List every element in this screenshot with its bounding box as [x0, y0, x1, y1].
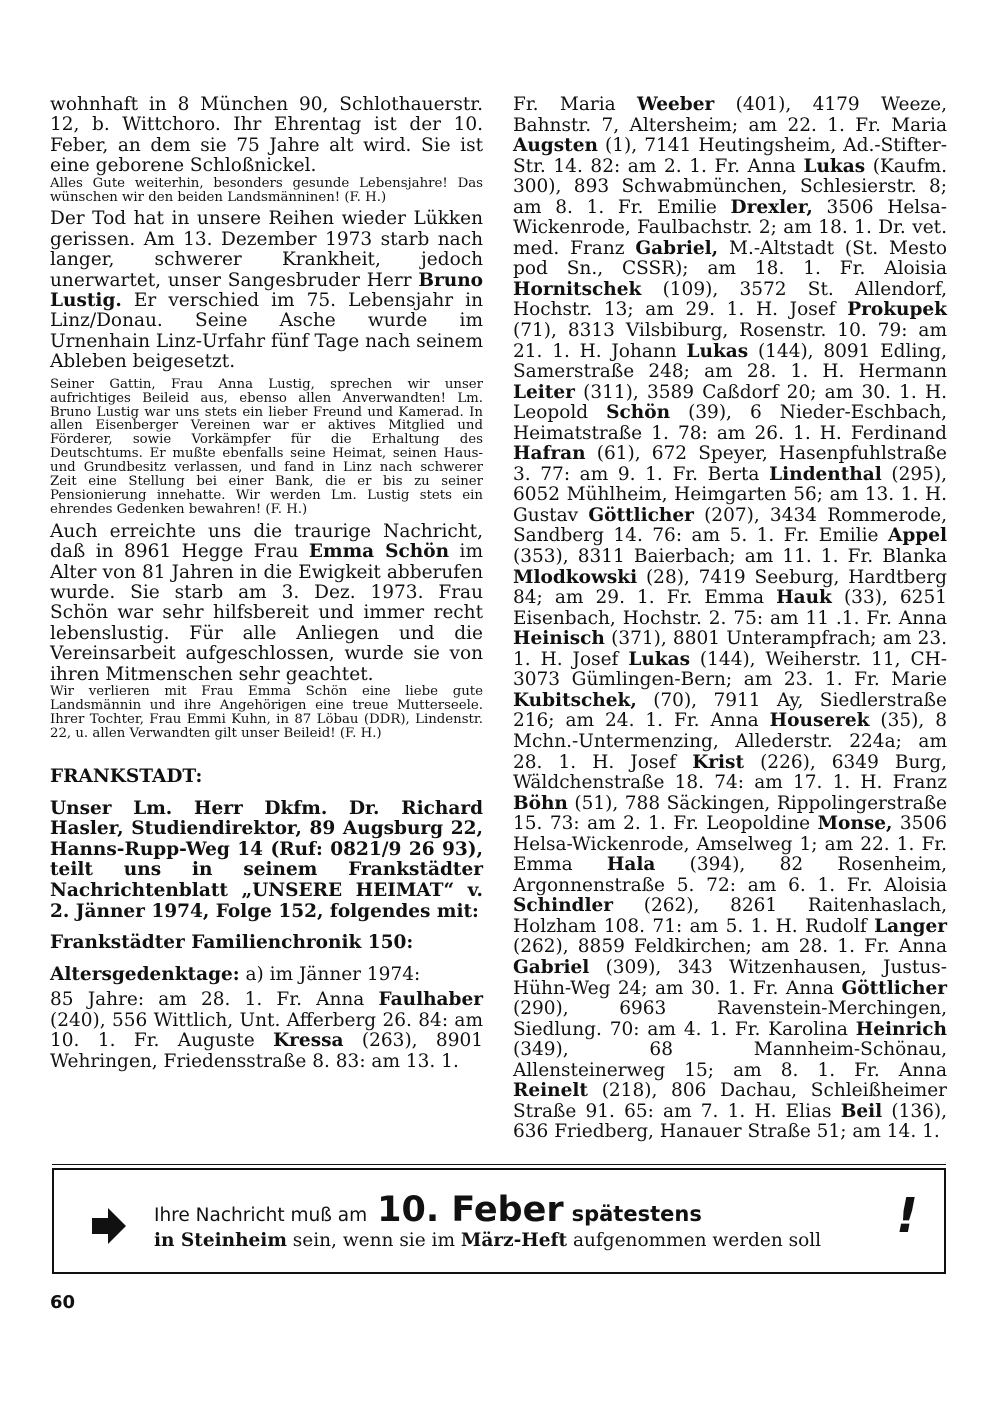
note-condolence-lustig: Seiner Gattin, Frau Anna Lustig, sprechen wir unser aufrichtiges Beileid aus, ebenso allen Anverwandten! Lm. Bruno Lustig war uns stets ein lieber Freund und Kamerad. In allen Eisenberger Vereinen war er aktives Mitglied und Förderer, sowie Vorkämpfer für die Erhaltung des Deutschtums. Er mußte ebenfalls seine Heimat, seinen Haus- und Grundbesitz verlassen, und fand in Linz nach schwerer Zeit eine Stellung bei einer Bank, die er bis zu seiner Pensionierung innehatte. Wir werden Lm. Lustig stets ein ehrendes Gedenken bewahren! (F. H.) [50, 376, 483, 517]
paragraph-hasler-report: Unser Lm. Herr Dkfm. Dr. Richard Hasler, Studiendirektor, 89 Augsburg 22, Hanns-Rupp-Weg 14 (Ruf: 0821/9 26 93), teilt uns in seinem Frankstädter Nachrichtenblatt „UNSERE HEIMAT“ v. 2. Jänner 1974, Folge 152, folgendes mit: [50, 797, 483, 922]
person-surname: Lukas [686, 340, 749, 362]
person-surname: Lindenthal [769, 463, 882, 485]
paragraph-birthday-list-start: 85 Jahre: am 28. 1. Fr. Anna Faulhaber (240), 556 Wittlich, Unt. Afferberg 26. 84: am 10. 1. Fr. Auguste Kressa (263), 8901 Wehringen, Friedensstraße 8. 83: am 13. 1. [50, 989, 484, 1072]
paragraph-obituary-schoen: Auch erreichte uns die traurige Nachricht, daß in 8961 Hegge Frau Emma Schön im Alter von 81 Jahren in die Ewigkeit abberufen wurde. Sie starb am 3. Dez. 1973. Frau Schön war sehr hilfsbereit und immer recht lebenslustig. Für alle Anliegen und die Vereinsarbeit aufgeschlossen, wurde sie von ihren Mitmenschen sehr geachtet. [50, 520, 484, 685]
subheading-family-chronicle: Frankstädter Familienchronik 150: [50, 932, 414, 954]
person-surname: Lukas [628, 648, 690, 670]
person-surname: Hala [606, 854, 656, 876]
notice-line-location: in Steinheim sein, wenn sie im März-Heft aufgenommen werden soll [154, 1230, 822, 1251]
person-surname: Faulhaber [378, 989, 483, 1011]
note-birthday-wishes: Alles Gute weiterhin, besonders gesunde Lebensjahre! Das wünschen wir den beiden Landsmänninen! (F. H.) [50, 175, 483, 205]
paragraph-residence: wohnhaft in 8 München 90, Schlothauerstr. 12, b. Wittchoro. Ihr Ehrentag ist der 10. Feber, an dem sie 75 Jahre alt wird. Sie ist eine geborene Schloßnickel. [50, 94, 483, 177]
person-surname: Leiter [513, 381, 575, 403]
paragraph-obituary-lustig: Der Tod hat in unsere Reihen wieder Lükken gerissen. Am 13. Dezember 1973 starb nach langer, schwerer Krankheit, jedoch unerwartet, unser Sangesbruder Herr Bruno Lustig. Er verschied im 75. Lebensjahr in Linz/Donau. Seine Asche wurde im Urnenhain Linz-Urfahr fünf Tage nach seinem Ableben beigesetzt. [50, 208, 483, 373]
person-surname: Monse, [817, 813, 893, 835]
person-surname: Heinrich [855, 1018, 947, 1040]
person-surname: Göttlicher [588, 504, 694, 526]
person-surname: Gabriel, [635, 237, 719, 259]
person-surname: Drexler, [730, 196, 813, 218]
person-surname: Böhn [513, 792, 568, 814]
arrow-right-icon [90, 1206, 128, 1246]
person-surname: Hafran [513, 443, 586, 465]
notice-top-rule [52, 1164, 946, 1165]
person-surname: Appel [887, 525, 947, 547]
person-surname: Kubitschek, [513, 689, 637, 711]
deadline-date: 10. Feber [377, 1190, 564, 1230]
exclamation-mark: ! [896, 1188, 918, 1244]
person-surname: Heinisch [513, 628, 605, 650]
person-surname: Hornitschek [513, 278, 642, 300]
name-bruno-lustig: Bruno Lustig. [50, 269, 483, 312]
right-column [513, 95, 947, 1143]
deadline-notice-box [52, 1168, 946, 1274]
person-surname: Göttlicher [841, 977, 947, 999]
note-condolence-schoen: Wir verlieren mit Frau Emma Schön eine liebe gute Landsmännin und ihre Angehörigen eine treue Mutterseele. Ihrer Tochter, Frau Emmi Kuhn, in 87 Löbau (DDR), Lindenstr. 22, u. allen Verwandten gilt unser Beileid! (F. H.) [50, 684, 483, 741]
person-surname: Prokupek [847, 299, 947, 321]
person-surname: Houserek [769, 710, 870, 732]
person-surname: Reinelt [513, 1080, 588, 1102]
name-emma-schoen: Emma Schön [308, 541, 450, 563]
person-surname: Augsten [513, 135, 598, 157]
paragraph-birthday-list: Fr. Maria Weeber (401), 4179 Weeze, Bahnstr. 7, Altersheim; am 22. 1. Fr. Maria Augsten (1), 7141 Heutingsheim, Ad.-Stifter-Str. 14. 82: am 2. 1. Fr. Anna Lukas (Kaufm. 300), 893 Schwabmünchen, Schlesierstr. 8; am 8. 1. Fr. Emilie Drexler, 3506 Helsa-Wickenrode, Faulbachstr. 2; am 18. 1. Dr. vet. med. Franz Gabriel, M.-Altstadt (St. Mesto pod Sn., CSSR); am 18. 1. Fr. Aloisia Hornitschek (109), 3572 St. Allendorf, Hochstr. 13; am 29. 1. H. Josef Prokupek (71), 8313 Vilsbiburg, Rosenstr. 10. 79: am 21. 1. H. Johann Lukas (144), 8091 Edling, Samerstraße 248; am 28. 1. H. Hermann Leiter (311), 3589 Caßdorf 20; am 30. 1. H. Leopold Schön (39), 6 Nieder-Eschbach, Heimatstraße 1. 78: am 26. 1. H. Ferdinand Hafran (61), 672 Speyer, Hasenpfuhlstraße 3. 77: am 9. 1. Fr. Berta Lindenthal (295), 6052 Mühlheim, Heimgarten 56; am 13. 1. H. Gustav Göttlicher (207), 3434 Rommerode, Sandberg 14. 76: am 5. 1. Fr. Emilie Appel (353), 8311 Baierbach; am 11. 1. Fr. Blanka Mlodkowski (28), 7419 Seeburg, Hardtberg 84; am 29. 1. Fr. Emma Hauk (33), 6251 Eisenbach, Hochstr. 2. 75: am 11 .1. Fr. Anna Heinisch (371), 8801 Unterampfrach; am 23. 1. H. Josef Lukas (144), Weiherstr. 11, CH-3073 Gümlingen-Bern; am 23. 1. Fr. Marie Kubitschek, (70), 7911 Ay, Siedlerstraße 216; am 24. 1. Fr. Anna Houserek (35), 8 Mchn.-Untermenzing, Allederstr. 224a; am 28. 1. H. Josef Krist (226), 6349 Burg, Wäldchenstraße 18. 74: am 17. 1. H. Franz Böhn (51), 788 Säckingen, Rippolingerstraße 15. 73: am 2. 1. Fr. Leopoldine Monse, 3506 Helsa-Wickenrode, Amselweg 1; am 22. 1. Fr. Emma Hala (394), 82 Rosenheim, Argonnenstraße 5. 72: am 6. 1. Fr. Aloisia Schindler (262), 8261 Raitenhaslach, Holzham 108. 71: am 5. 1. H. Rudolf Langer (262), 8859 Feldkirchen; am 28. 1. Fr. Anna Gabriel (309), 343 Witzenhausen, Justus-Hühn-Weg 24; am 30. 1. Fr. Anna Göttlicher (290), 6963 Ravenstein-Merchingen, Siedlung. 70: am 4. 1. Fr. Karolina Heinrich (349), 68 Mannheim-Schönau, Allensteinerweg 15; am 8. 1. Fr. Anna Reinelt (218), 806 Dachau, Schleißheimer Straße 91. 65: am 7. 1. H. Elias Beil (136), 636 Friedberg, Hanauer Straße 51; am 14. 1. [513, 94, 948, 1143]
person-surname: Kressa [273, 1030, 344, 1052]
notice-line-deadline: Ihre Nachricht muß am 10. Feber spätestens [154, 1190, 702, 1230]
person-surname: Langer [874, 915, 947, 937]
left-column [50, 95, 483, 1072]
person-surname: Gabriel [513, 956, 590, 978]
person-surname: Krist [692, 751, 745, 773]
person-surname: Schön [606, 402, 671, 424]
person-surname: Hauk [776, 587, 832, 609]
person-surname: Beil [840, 1100, 883, 1122]
person-surname: Weeber [637, 94, 715, 115]
person-surname: Lukas [803, 155, 866, 177]
person-surname: Mlodkowski [513, 566, 638, 588]
page-number: 60 [50, 1292, 76, 1313]
subheading-birthdays: Altersgedenktage: a) im Jänner 1974: [50, 963, 421, 985]
person-surname: Schindler [513, 895, 614, 917]
section-heading-frankstadt: FRANKSTADT: [50, 765, 203, 787]
